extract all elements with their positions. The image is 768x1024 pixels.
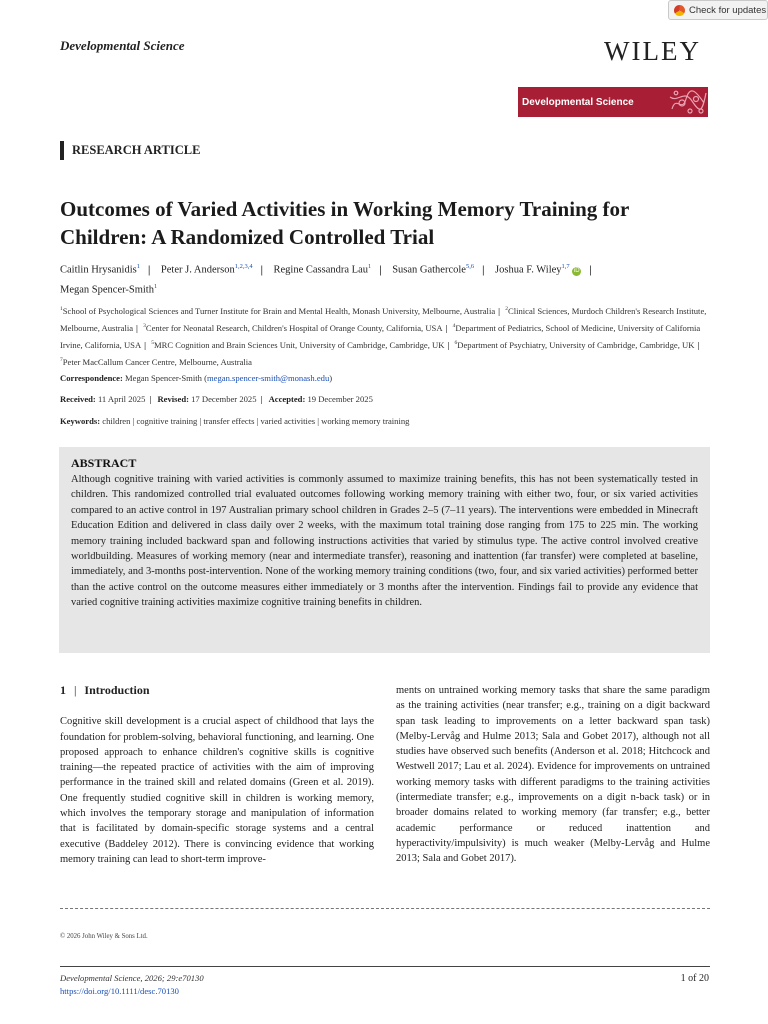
- banner-ornament-icon: [668, 87, 708, 117]
- abstract-heading: ABSTRACT: [71, 456, 137, 470]
- author-name[interactable]: Megan Spencer-Smith: [60, 284, 154, 295]
- publisher-logo: WILEY: [604, 36, 701, 66]
- author-name[interactable]: Susan Gathercole: [392, 264, 466, 276]
- author-name[interactable]: Peter J. Anderson: [160, 264, 235, 276]
- journal-banner-label: Developmental Science: [522, 96, 634, 108]
- page-number: 1 of 20: [680, 973, 709, 984]
- author-name[interactable]: Joshua F. Wiley: [495, 264, 562, 276]
- article-dates: Received: 11 April 2025 | Revised: 17 December 2025 | Accepted: 19 December 2025: [60, 394, 373, 404]
- affiliation: Center for Neonatal Research, Children's Hospital of Orange County, California, USA: [145, 322, 443, 333]
- affiliation: Clinical Sciences, Murdoch Children's Research Institute, Melbourne, Australia: [60, 305, 707, 333]
- article-title: Outcomes of Varied Activities in Working Memory Training for Children: A Randomized Controlled Trial: [60, 197, 629, 249]
- correspondence-email-link[interactable]: megan.spencer-smith@monash.edu: [206, 373, 330, 383]
- affiliation: MRC Cognition and Brain Sciences Unit, University of Cambridge, Cambridge, UK: [153, 339, 445, 350]
- body-paragraph: ments on untrained working memory tasks that share the same paradigm as the training activities (near transfer; e.g., training on a digit backward span task leading to improvements on a letter backward span task) (Melby-Lervåg and Hulme 2013; Sala and Gobet 2017), although not all studies have observed such benefits (Anderson et al. 2018; Hitchcock and Westwell 2017; Lau et al. 2024). Evidence for improvements on untrained working memory tasks with different paradigms to the training activities (intermediate transfer; e.g., improvements on a digit n-back task) or in broader domains related to working memory (far transfer; e.g., better academic performance or reduced inattention and hyperactivity/impulsivity) is much weaker (Melby-Lervåg and Hulme 2013; Sala and Gobet 2017).: [396, 685, 710, 865]
- affiliation: School of Psychological Sciences and Turner Institute for Brain and Mental Health, Monash University, Melbourne, Australia: [62, 305, 496, 316]
- author-name[interactable]: Caitlin Hrysanidis: [60, 264, 137, 276]
- affiliation: Department of Psychiatry, University of Cambridge, Cambridge, UK: [457, 339, 695, 350]
- author-name[interactable]: Regine Cassandra Lau: [273, 264, 368, 276]
- section-heading: 1 | Introduction: [60, 683, 150, 697]
- check-for-updates-label: Check for updates: [689, 4, 767, 16]
- affiliation: Department of Pediatrics, School of Medicine, University of California Irvine, California, USA: [60, 322, 701, 350]
- body-column-left: [60, 683, 374, 867]
- affiliation: Peter MacCallum Cancer Centre, Melbourne, Australia: [62, 356, 252, 367]
- doi-link[interactable]: https://doi.org/10.1111/desc.70130: [60, 986, 179, 996]
- footer-divider: [60, 966, 710, 967]
- check-for-updates-button[interactable]: [668, 0, 768, 20]
- affiliations: $^1$School of Psychological Sciences and Turner Institute for Brain and Mental Health, Monash University, Melbourne, Australia | $^2$Clinical Sciences, Murdoch Children's Research Institute, Melbourne, Australia | $^3$Center for Neonatal Research, Children's Hospital of Orange County, California, USA | $^4$Department of Pediatrics, School of Medicine, University of California Irvine, California, USA | $^5$MRC Cognition and Brain Sciences Unit, University of Cambridge, Cambridge, UK | $^6$Department of Psychiatry, University of Cambridge, Cambridge, UK | $^7$Peter MacCallum Cancer Centre, Melbourne, Australia: [60, 305, 707, 367]
- author-list: Caitlin Hrysanidis$^1$ | Peter J. Anderson$^{1,2,3,4}$ | Regine Cassandra Lau$^1$ | Susan Gathercole$^{5,6}$ | Joshua F. Wiley$^{1,7}$ iD | Megan Spencer-Smith$^1$: [60, 263, 592, 295]
- crossmark-icon: [674, 5, 685, 16]
- correspondence: Correspondence: Megan Spencer-Smith (megan.spencer-smith@monash.edu): [60, 373, 333, 383]
- abstract-box: [59, 447, 710, 653]
- footer-citation: Developmental Science, 2026; 29:e70130: [60, 973, 204, 983]
- keywords: Keywords: children | cognitive training | transfer effects | varied activities | working memory training: [60, 416, 410, 426]
- body-column-right: [396, 683, 710, 867]
- footnote-divider: [60, 908, 710, 909]
- body-paragraph: Cognitive skill development is a crucial aspect of childhood that lays the foundation for problem-solving, behavioral functioning, and learning. One proposed approach to enhance children's cognitive skills is cognitive training—the repeated practice of activities with the aim of improving performance in the trained skill and related domains (Green et al. 2019). One frequently studied cognitive skill in children is working memory, which involves the temporary storage and manipulation of information that is facilitated by domain-specific storage systems and a central executive (Baddeley 2012). There is convincing evidence that working memory training can lead to short-term improve-: [60, 716, 374, 865]
- abstract-text: Although cognitive training with varied activities is commonly assumed to maximize training benefits, this has not been systematically tested in children. This randomized controlled trial evaluated outcomes following working memory training with either two, four, or six varied activities compared to an active control in 197 Australian primary school children in Grades 2–5 (7–11 years). The interventions were embedded in Minecraft Education Edition and delivered in class daily over 2 weeks, with the maximum total training dose ranging from 175 to 225 min. The working memory training included backward span and following instructions activities that varied by stimulus type. The active control involved creative worldbuilding. Measures of working memory (near and intermediate transfer), reasoning and inattention (far transfer) were completed at baseline, immediately, and 3-months post-intervention. None of the working memory training conditions (two, four, and six varied activities) performed better than the active control on the outcome measures either immediately or 3 months after the intervention. Findings fail to provide any evidence that varied cognitive training activities maximize cognitive training benefits in children.: [71, 474, 698, 609]
- journal-name: Developmental Science: [60, 38, 185, 53]
- orcid-icon[interactable]: iD: [573, 267, 580, 274]
- article-type: RESEARCH ARTICLE: [60, 141, 200, 160]
- copyright: © 2026 John Wiley & Sons Ltd.: [60, 933, 148, 940]
- journal-banner: [518, 87, 708, 117]
